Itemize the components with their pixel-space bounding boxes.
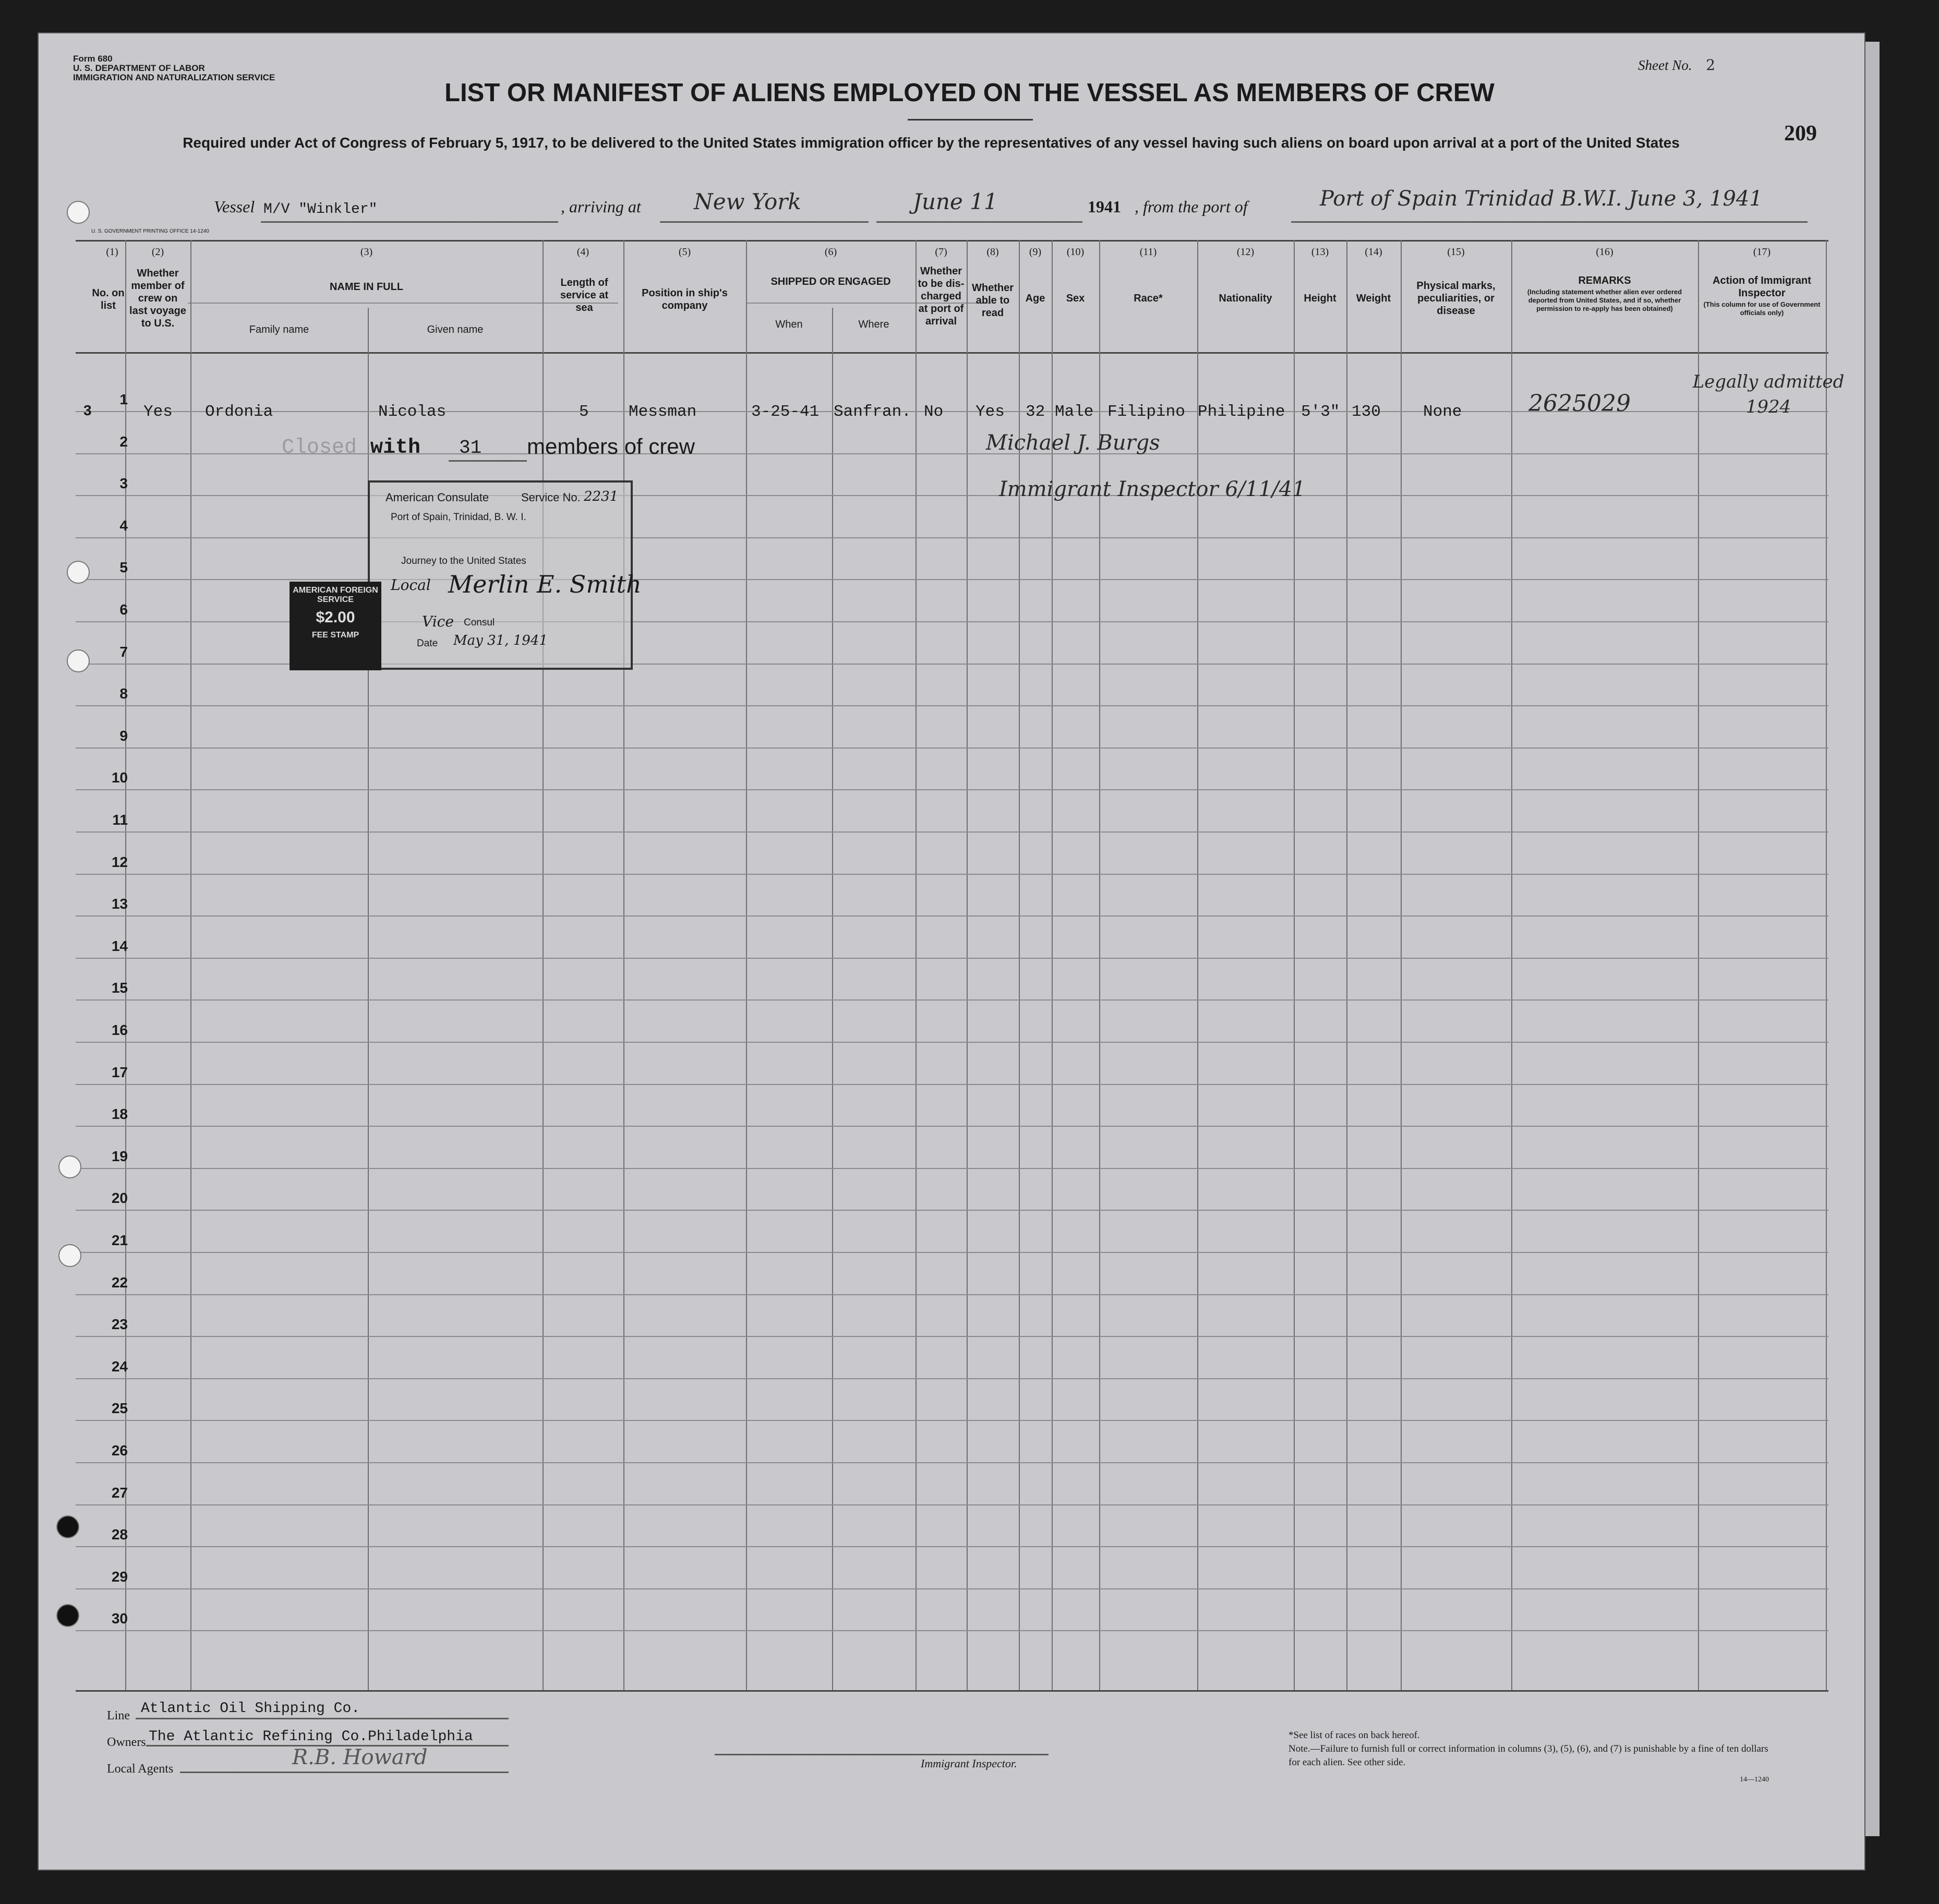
row-rule (76, 1126, 1828, 1127)
cell-sex: Male (1055, 403, 1094, 421)
column-header: Position in ship's company (642, 287, 728, 311)
column-header: Physical marks, peculiarities, or disease (1416, 280, 1496, 317)
punch-hole (67, 561, 90, 584)
column-number: (12) (1236, 246, 1255, 258)
row-rule (76, 1588, 1828, 1589)
column-number: (6) (824, 246, 837, 258)
column-header: NAME IN FULL (329, 281, 404, 293)
departure-port: Port of Spain Trinidad B.W.I. June 3, 1941 (1320, 187, 1763, 211)
punch-hole (56, 1515, 79, 1538)
printing-office: U. S. GOVERNMENT PRINTING OFFICE 14-1240 (91, 228, 209, 234)
row-number: 7 (119, 643, 128, 660)
row-number: 21 (111, 1232, 128, 1248)
row-number: 13 (111, 896, 128, 912)
document-number: 209 (1784, 122, 1817, 146)
row-number: 15 (111, 980, 128, 996)
column-header: Sex (1066, 293, 1085, 304)
row-rule (76, 495, 1828, 496)
page-subtitle: Required under Act of Congress of February 5, 1917, to be delivered to the United States immigration officer by the representatives of any vessel having such aliens on board upon arrival at a port of the United States (183, 135, 1680, 151)
name-subrule (188, 303, 618, 304)
vessel-name: M/V "Winkler" (263, 201, 378, 218)
row-rule (76, 1378, 1828, 1379)
cell-where: Sanfran. (834, 403, 911, 421)
stamp-signature: Merlin E. Smith (448, 570, 642, 598)
row-rule (76, 832, 1828, 833)
stamp-journey: Journey to the United States (401, 556, 526, 567)
cell-action: Legally admitted 1924 (1692, 371, 1845, 417)
column-header: Whether to be dis-charged at port of arrival (918, 266, 965, 327)
column-header: Whether able to read (972, 282, 1014, 319)
row-rule (76, 958, 1828, 959)
row-number: 23 (111, 1316, 128, 1333)
column-header: Nationality (1219, 293, 1272, 304)
stamp-consul: Consul (464, 617, 495, 628)
cell-remarks: 2625029 (1528, 390, 1631, 417)
column-number: (16) (1596, 246, 1613, 258)
row-number: 3 (119, 475, 128, 492)
owners-value: The Atlantic Refining Co.Philadelphia (149, 1729, 473, 1745)
stamp-date-label: Date (417, 638, 438, 649)
col-divider (1826, 240, 1827, 1690)
arriving-label: , arriving at (561, 197, 641, 216)
stamp-service-no: 2231 (584, 489, 619, 504)
col-divider (1294, 240, 1295, 1690)
row-number: 17 (111, 1064, 128, 1080)
col-divider (967, 240, 968, 1690)
sheet-number-label: Sheet No. (1638, 57, 1692, 73)
row-rule (76, 1210, 1828, 1211)
column-number: (8) (986, 246, 999, 258)
inspector-signature-line (715, 1754, 1049, 1755)
row-number: 1 (119, 391, 128, 407)
row-rule (76, 748, 1828, 749)
row-rule (76, 537, 1828, 538)
column-number: (14) (1365, 246, 1382, 258)
immigrant-inspector-label: Immigrant Inspector. (921, 1757, 1017, 1770)
column-number: (17) (1753, 246, 1771, 258)
column-header: Height (1304, 293, 1336, 304)
subheader-where: Where (858, 319, 889, 330)
cell-position: Messman (629, 403, 697, 421)
column-number: (15) (1447, 246, 1465, 258)
punch-hole (67, 201, 90, 224)
closed-stamp-label: Closed (282, 436, 357, 460)
row-rule (76, 1168, 1828, 1169)
arrival-date: June 11 (913, 189, 998, 214)
stamp-local: Local (391, 576, 431, 594)
row-rule (76, 1042, 1828, 1043)
remarks-note: (Including statement whether alien ever ordered deported from United States, and if so, whether permission to re-apply has been obtained) (1527, 288, 1682, 312)
closed-count-underline (449, 460, 527, 462)
page-title: LIST OR MANIFEST OF ALIENS EMPLOYED ON THE VESSEL AS MEMBERS OF CREW (444, 79, 1495, 107)
arrival-year: 1941 (1088, 197, 1121, 216)
fee-stamp-bottom: FEE STAMP (311, 631, 359, 640)
row-number: 12 (111, 853, 128, 870)
row-number: 24 (111, 1358, 128, 1375)
col-divider (190, 240, 191, 1690)
row-number: 9 (119, 727, 128, 744)
row-rule (76, 1504, 1828, 1505)
fee-stamp-value: $2.00 (316, 609, 355, 626)
cell-service: 5 (579, 403, 589, 421)
closed-with: with (370, 436, 421, 460)
cell-physical: None (1423, 403, 1462, 421)
column-header: Whether member of crew on last voyage to U.S. (129, 268, 186, 329)
header-bottom-rule (76, 352, 1828, 354)
subheader-given: Given name (427, 324, 484, 335)
column-header: Length of service at sea (560, 277, 609, 314)
column-number: (2) (151, 246, 164, 258)
line-value: Atlantic Oil Shipping Co. (141, 1701, 360, 1717)
owners-label: Owners (107, 1736, 146, 1749)
from-underline (1291, 221, 1808, 223)
column-number: (7) (935, 246, 947, 258)
row-number: 19 (111, 1148, 128, 1164)
row-number: 29 (111, 1568, 128, 1585)
column-header: Weight (1356, 293, 1391, 304)
col-divider (746, 240, 747, 1690)
column-header: SHIPPED OR ENGAGED (770, 276, 891, 287)
form-code: 14—1240 (1740, 1776, 1769, 1784)
date-underline (876, 221, 1082, 223)
cell-when: 3-25-41 (751, 403, 820, 421)
column-header: Action of Immigrant Inspector (1713, 275, 1811, 299)
action-note: (This column for use of Government officials only) (1703, 300, 1821, 317)
sheet-number-value: 2 (1706, 56, 1716, 74)
row-number: 28 (111, 1526, 128, 1543)
col-divider (1698, 240, 1699, 1690)
arriving-underline (660, 221, 869, 223)
row-number: 2 (119, 433, 128, 450)
col-divider (832, 308, 833, 1690)
title-rule (908, 119, 1033, 120)
row-number: 20 (111, 1190, 128, 1207)
closed-count: 31 (459, 437, 482, 459)
agents-label: Local Agents (107, 1762, 174, 1776)
row-number: 22 (111, 1274, 128, 1291)
closed-members: members of crew (527, 434, 695, 459)
cell-nationality: Philipine (1198, 403, 1285, 421)
punch-hole (58, 1244, 81, 1267)
row-rule (76, 579, 1828, 580)
form-identifier: Form 680 U. S. DEPARTMENT OF LABOR IMMIGRATION AND NATURALIZATION SERVICE (73, 54, 275, 82)
col-divider (1019, 240, 1020, 1690)
row-rule (76, 1420, 1828, 1421)
row-number: 4 (119, 517, 128, 534)
row-number: 16 (111, 1022, 128, 1038)
vessel-label: Vessel (214, 197, 255, 216)
row-number: 11 (112, 812, 128, 828)
column-header: Age (1025, 293, 1045, 304)
col-divider (125, 240, 126, 1690)
row-rule (76, 874, 1828, 875)
row-number: 5 (119, 559, 128, 576)
row-number: 6 (119, 601, 128, 618)
inspector-signature: Michael J. Burgs (986, 431, 1160, 455)
cell-discharged: No (924, 403, 944, 421)
punch-hole (58, 1155, 81, 1178)
col-divider (1346, 240, 1347, 1690)
races-note: *See list of races on back hereof. (1288, 1730, 1420, 1741)
arriving-port: New York (694, 189, 801, 214)
row-number: 18 (111, 1106, 128, 1123)
col-divider (1099, 240, 1100, 1690)
row-rule (76, 1462, 1828, 1463)
cell-crew-last-voyage: Yes (143, 403, 173, 421)
stamp-date: May 31, 1941 (453, 633, 548, 648)
column-number: (4) (576, 246, 589, 258)
cell-weight: 130 (1352, 403, 1381, 421)
vessel-underline (261, 221, 558, 223)
row-rule (76, 915, 1828, 917)
punch-hole (67, 649, 90, 672)
cell-family-name: Ordonia (205, 403, 273, 421)
stamp-consulate: American Consulate (386, 491, 489, 504)
cell-read: Yes (975, 403, 1005, 421)
penalty-note: Note.—Failure to furnish full or correct information in columns (3), (5), (6), and (7) is punishable by a fine of ten dollars for each alien. See other side. (1288, 1743, 1768, 1768)
fee-stamp-top: AMERICAN FOREIGN SERVICE (293, 586, 378, 604)
column-number: (13) (1311, 246, 1329, 258)
row-number: 8 (119, 685, 128, 702)
column-header: Race* (1134, 293, 1163, 304)
column-number: (11) (1139, 246, 1157, 258)
row-rule (76, 1630, 1828, 1631)
cell-height: 5'3" (1301, 403, 1340, 421)
col-divider (916, 240, 917, 1690)
col-divider (1052, 240, 1053, 1690)
fee-stamp (290, 582, 381, 670)
column-number: (10) (1066, 246, 1085, 258)
cell-age: 32 (1026, 403, 1045, 421)
row-number: 14 (111, 937, 128, 954)
row-number: 30 (111, 1610, 128, 1627)
from-label: , from the port of (1135, 197, 1248, 216)
column-header: REMARKS (1578, 275, 1631, 286)
row-prefix: 3 (83, 402, 92, 418)
row-rule (76, 999, 1828, 1001)
row-rule (76, 705, 1828, 706)
sheet-number (1638, 56, 1715, 74)
col-divider (1197, 240, 1198, 1690)
row-rule (76, 789, 1828, 790)
row-number: 10 (111, 769, 128, 786)
column-number: (9) (1029, 246, 1042, 258)
column-number: (3) (360, 246, 373, 258)
line-label: Line (107, 1709, 130, 1722)
line-underline (136, 1718, 509, 1719)
column-number: (5) (678, 246, 691, 258)
row-number: 27 (111, 1484, 128, 1501)
cell-race: Filipino (1107, 403, 1185, 421)
agents-underline (180, 1772, 509, 1773)
table-bottom-rule (76, 1690, 1828, 1692)
column-header: No. on list (92, 287, 125, 311)
inspector-title: Immigrant Inspector 6/11/41 (999, 477, 1306, 501)
stamp-port: Port of Spain, Trinidad, B. W. I. (391, 512, 526, 523)
stamp-service-label: Service No. (521, 491, 581, 504)
col-divider (1401, 240, 1402, 1690)
punch-hole (56, 1604, 79, 1627)
row-rule (76, 1294, 1828, 1295)
table-top-rule (76, 240, 1828, 242)
subheader-when: When (775, 319, 803, 330)
row-rule (76, 1546, 1828, 1547)
consulate-stamp (368, 480, 642, 670)
agents-value: R.B. Howard (292, 1745, 428, 1769)
col-divider (1511, 240, 1512, 1690)
row-rule (76, 1084, 1828, 1085)
subheader-family: Family name (249, 324, 309, 335)
row-rule (76, 1252, 1828, 1253)
column-number: (1) (106, 246, 118, 258)
row-rule (76, 1336, 1828, 1337)
row-number: 25 (111, 1400, 128, 1417)
row-number: 26 (111, 1442, 128, 1459)
cell-given-name: Nicolas (378, 403, 447, 421)
stamp-vice: Vice (422, 613, 454, 630)
